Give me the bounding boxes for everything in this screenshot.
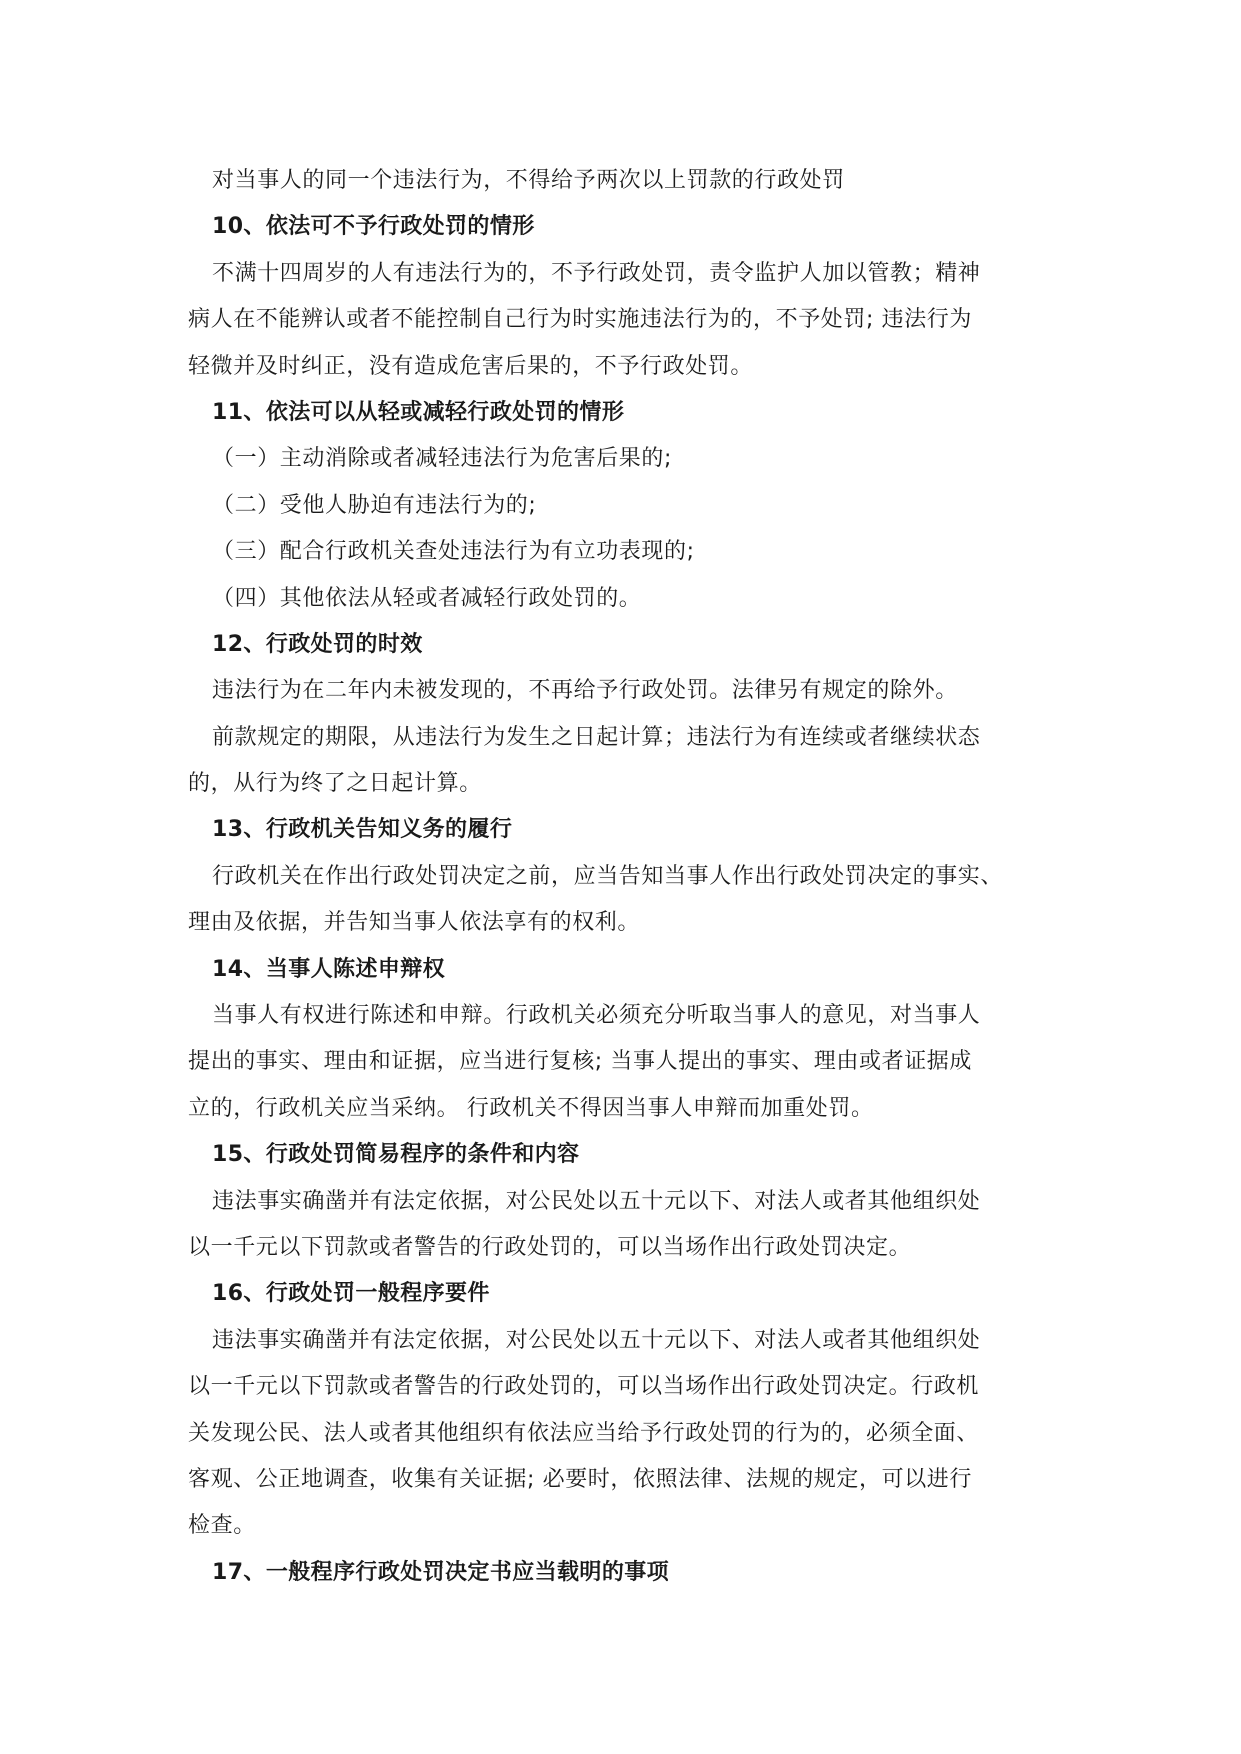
paragraph-line: 的，从行为终了之日起计算。: [188, 771, 482, 797]
paragraph-line: 提出的事实、理由和证据，应当进行复核; 当事人提出的事实、理由或者证据成: [188, 1049, 973, 1075]
paragraph-line: 立的，行政机关应当采纳。 行政机关不得因当事人申辩而加重处罚。: [188, 1095, 874, 1121]
paragraph-line: （三）配合行政机关查处违法行为有立功表现的;: [212, 539, 695, 565]
paragraph-line: 违法事实确凿并有法定依据，对公民处以五十元以下、对法人或者其他组织处: [212, 1327, 981, 1353]
paragraph-line: 违法事实确凿并有法定依据，对公民处以五十元以下、对法人或者其他组织处: [212, 1188, 981, 1214]
paragraph-line: 违法行为在二年内未被发现的，不再给予行政处罚。法律另有规定的除外。: [212, 678, 958, 704]
section-heading: 16、行政处罚一般程序要件: [212, 1281, 490, 1307]
paragraph-line: 检查。: [188, 1513, 256, 1539]
section-heading: 12、行政处罚的时效: [212, 631, 423, 657]
paragraph-line: 理由及依据，并告知当事人依法享有的权利。: [188, 910, 641, 936]
paragraph-line: 病人在不能辨认或者不能控制自己行为时实施违法行为的，不予处罚; 违法行为: [188, 307, 973, 333]
paragraph-line: 关发现公民、法人或者其他组织有依法应当给予行政处罚的行为的，必须全面、: [188, 1420, 980, 1446]
paragraph-line: （一）主动消除或者减轻违法行为危害后果的;: [212, 446, 673, 472]
paragraph-line: 对当事人的同一个违法行为，不得给予两次以上罚款的行政处罚: [212, 168, 845, 193]
section-heading: 14、当事人陈述申辩权: [212, 956, 446, 982]
paragraph-line: 以一千元以下罚款或者警告的行政处罚的，可以当场作出行政处罚决定。: [188, 1234, 912, 1260]
paragraph-line: 轻微并及时纠正，没有造成危害后果的，不予行政处罚。: [188, 353, 754, 379]
section-heading: 15、行政处罚简易程序的条件和内容: [212, 1142, 580, 1168]
section-heading: 10、依法可不予行政处罚的情形: [212, 214, 535, 240]
section-heading: 17、一般程序行政处罚决定书应当载明的事项: [212, 1559, 670, 1585]
section-heading: 11、依法可以从轻或减轻行政处罚的情形: [212, 399, 625, 425]
paragraph-line: 当事人有权进行陈述和申辩。行政机关必须充分听取当事人的意见，对当事人: [212, 1003, 981, 1029]
paragraph-line: （四）其他依法从轻或者减轻行政处罚的。: [212, 585, 642, 611]
paragraph-line: 以一千元以下罚款或者警告的行政处罚的，可以当场作出行政处罚决定。行政机: [188, 1374, 980, 1400]
document-body: [188, 158, 1058, 1596]
paragraph-line: 行政机关在作出行政处罚决定之前，应当告知当事人作出行政处罚决定的事实、: [212, 863, 1004, 889]
paragraph-line: 客观、公正地调查，收集有关证据; 必要时，依照法律、法规的规定，可以进行: [188, 1466, 973, 1492]
section-heading: 13、行政机关告知义务的履行: [212, 817, 513, 843]
paragraph-line: 不满十四周岁的人有违法行为的，不予行政处罚，责令监护人加以管教；精神: [212, 260, 981, 286]
paragraph-line: 前款规定的期限，从违法行为发生之日起计算；违法行为有连续或者继续状态: [212, 724, 981, 750]
paragraph-line: （二）受他人胁迫有违法行为的;: [212, 492, 537, 518]
